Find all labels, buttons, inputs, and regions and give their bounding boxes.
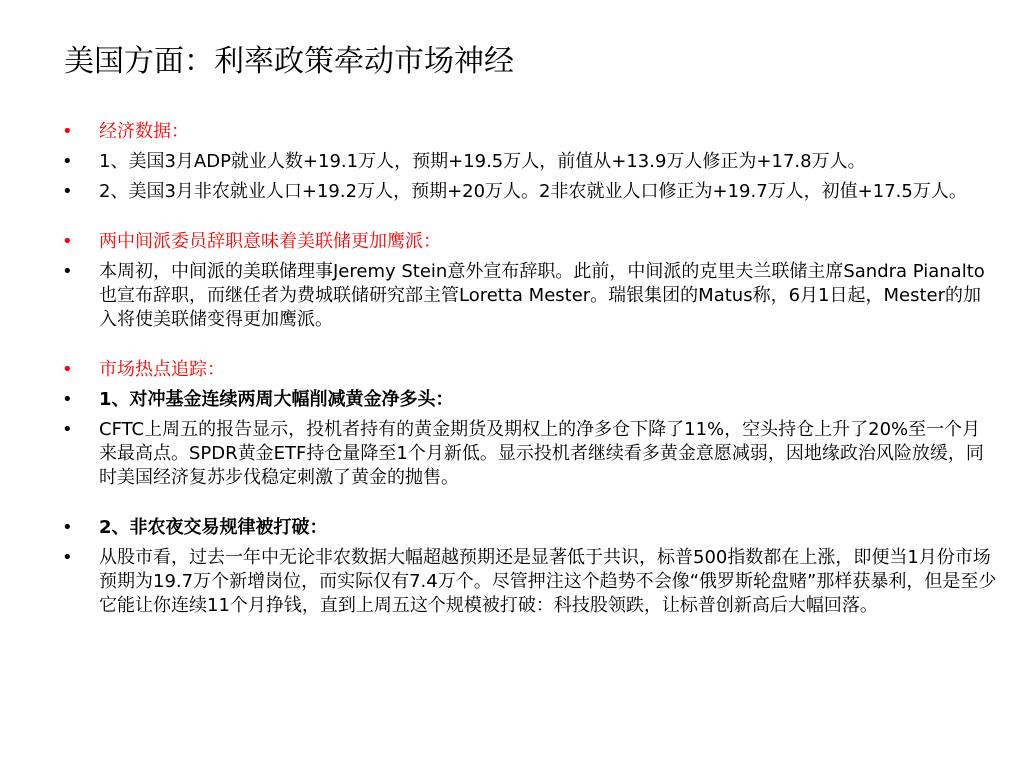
bullet-dot-icon: • — [62, 181, 73, 202]
bullet-dot-icon: • — [62, 261, 73, 282]
bullet-text: 市场热点追踪： — [99, 359, 225, 380]
section-heading-fed-resignations — [62, 230, 997, 254]
bullet-text: 2、非农夜交易规律被打破： — [99, 517, 328, 538]
bullet-text: 两中间派委员辞职意味着美联储更加鹰派： — [99, 231, 441, 252]
bullet-dot-icon: • — [62, 419, 73, 440]
bullet-dot-icon: • — [62, 231, 73, 252]
bullet-adp-employment — [62, 150, 997, 174]
section-heading-market-hotspots — [62, 358, 997, 382]
bullet-dot-icon: • — [62, 547, 73, 568]
bullet-cftc-report — [62, 418, 997, 490]
bullet-text: 从股市看，过去一年中无论非农数据大幅超越预期还是显著低于共识，标普500指数都在上涨，即便当1月份市场预期为19.7万个新增岗位，而实际仅有7.4万个。尽管押注这个趋势不会像“俄罗斯轮盘赌”那样获暴利，但是至少它能让你连续11个月挣钱，直到上周五这个规模被打破：科技股领跌，让标普创新高后大幅回落。 — [99, 547, 997, 616]
slide-title: 美国方面：利率政策牵动市场神经 — [64, 44, 514, 79]
bullet-text: 1、美国3月ADP就业人数+19.1万人，预期+19.5万人，前值从+13.9万人修正为+17.8万人。 — [99, 151, 866, 172]
bullet-fed-resignations-detail — [62, 260, 997, 332]
bullet-list — [62, 120, 997, 624]
bullet-text: 2、美国3月非农就业人口+19.2万人，预期+20万人。2非农就业人口修正为+19.7万人，初值+17.5万人。 — [99, 181, 967, 202]
bullet-stock-market-detail — [62, 546, 997, 618]
bullet-dot-icon: • — [62, 517, 73, 538]
bullet-text: 经济数据： — [99, 121, 189, 142]
bullet-dot-icon: • — [62, 359, 73, 380]
bullet-nonfarm-payrolls — [62, 180, 997, 204]
bullet-text: CFTC上周五的报告显示，投机者持有的黄金期货及期权上的净多仓下降了11%，空头持仓上升了20%至一个月来最高点。SPDR黄金ETF持仓量降至1个月新低。显示投机者继续看多黄金意愿减弱，因地缘政治风险放缓，同时美国经济复苏步伐稳定刺激了黄金的抛售。 — [99, 419, 984, 488]
bullet-text: 本周初，中间派的美联储理事Jeremy Stein意外宣布辞职。此前，中间派的克里夫兰联储主席Sandra Pianalto也宣布辞职，而继任者为费城联储研究部主管Loretta Mester。瑞银集团的Matus称，6月1日起，Mester的加入将使美联储变得更加鹰派。 — [99, 261, 985, 330]
bullet-text: 1、对冲基金连续两周大幅削减黄金净多头： — [99, 389, 454, 410]
bullet-dot-icon: • — [62, 121, 73, 142]
bullet-dot-icon: • — [62, 389, 73, 410]
section-heading-economic-data — [62, 120, 997, 144]
subheading-nonfarm-pattern — [62, 516, 997, 540]
subheading-hedge-funds-gold — [62, 388, 997, 412]
bullet-dot-icon: • — [62, 151, 73, 172]
